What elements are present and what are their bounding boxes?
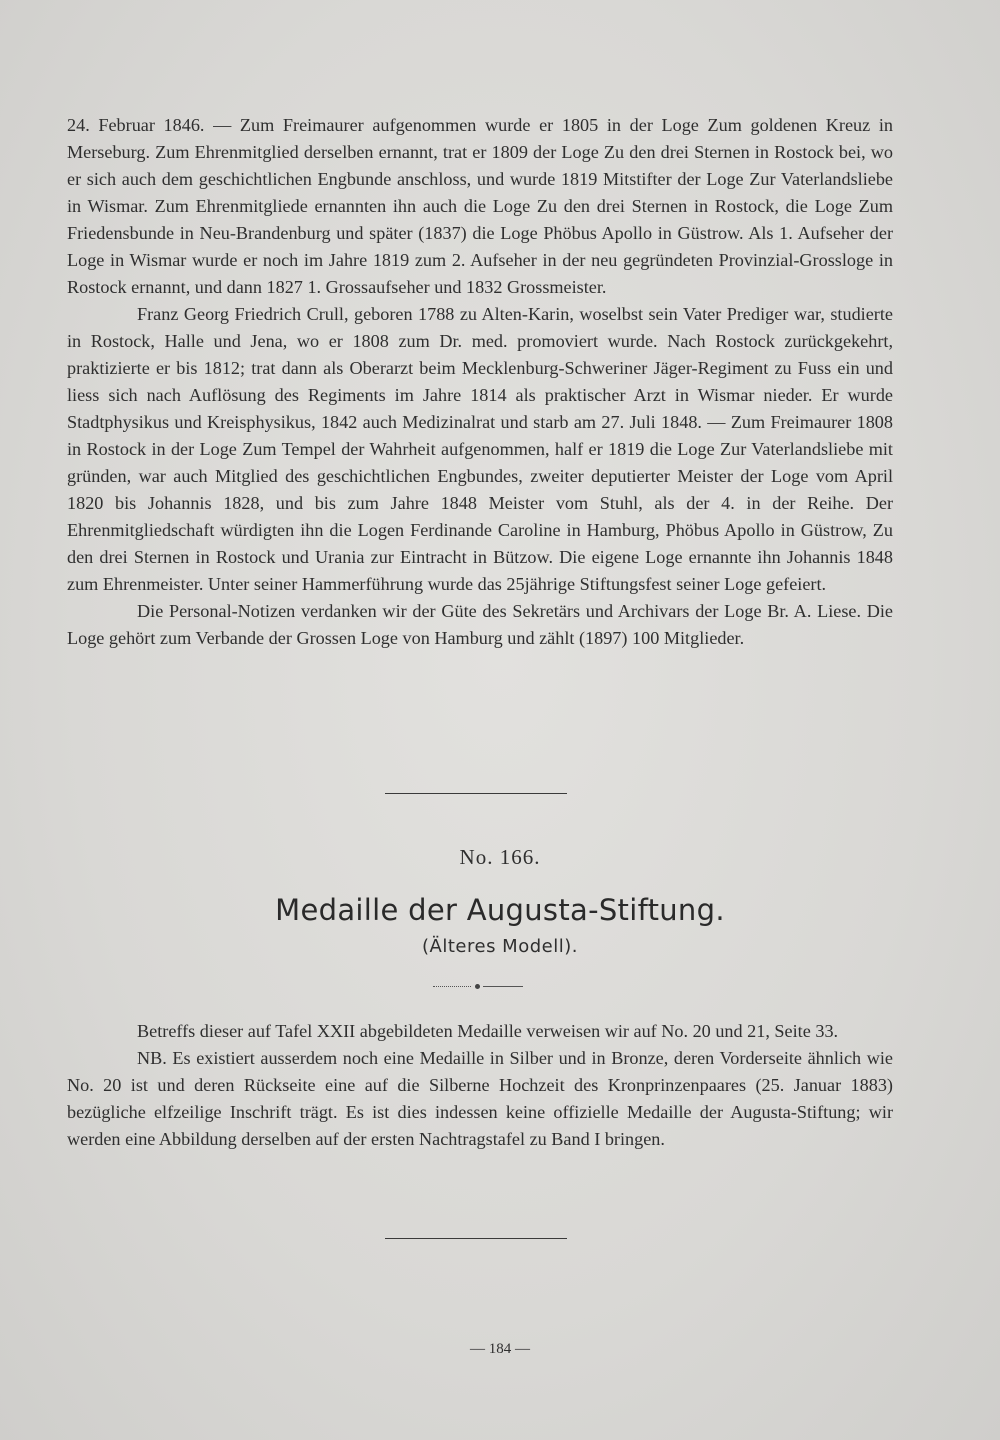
paragraph: NB. Es existiert ausserdem noch eine Medaille in Silber und in Bronze, deren Vorderseite ähnlich wie No. 20 ist und deren Rückseite eine auf die Silberne Hochzeit des Kronprinzenpaares (25. Januar 1883) bezügliche elfzeilige Inschrift trägt. Es ist dies indessen keine offizielle Medaille der Augusta-Stiftung; wir werden eine Abbildung derselben auf der ersten Nachtragstafel zu Band I bringen. bbox=[67, 1048, 893, 1149]
paragraph: Die Personal-Notizen verdanken wir der Güte des Sekretärs und Archivars der Loge Br. A. Liese. Die Loge gehört zum Verbande der Grossen Loge von Hamburg und zählt (1897) 100 Mitglieder. bbox=[67, 601, 893, 648]
closing-divider bbox=[385, 1238, 567, 1239]
ornament-line-left bbox=[433, 986, 471, 987]
body-text-top bbox=[67, 112, 893, 652]
paragraph: Betreffs dieser auf Tafel XXII abgebildeten Medaille verweisen wir auf No. 20 und 21, Seite 33. bbox=[137, 1021, 839, 1041]
paragraph: Franz Georg Friedrich Crull, geboren 1788 zu Alten-Karin, woselbst sein Vater Prediger war, studierte in Rostock, Halle und Jena, wo er 1808 zum Dr. med. promoviert wurde. Nach Rostock zurückgekehrt, praktizierte er bis 1812; trat dann als Oberarzt beim Mecklenburg-Schweriner Jäger-Regiment zu Fuss ein und liess sich nach Auflösung des Regiments im Jahre 1814 als praktischer Arzt in Wismar nieder. Er wurde Stadtphysikus und Kreisphysikus, 1842 auch Medizinalrat und starb am 27. Juli 1848. — Zum Freimaurer 1808 in Rostock in der Loge Zum Tempel der Wahrheit aufgenommen, half er 1819 die Loge Zur Vaterlandsliebe mit gründen, war auch Mitglied des geschichtlichen Engbundes, zweiter deputierter Meister der Loge vom April 1820 bis Johannis 1828, und bis zum Jahre 1848 Meister vom Stuhl, als der 4. in der Reihe. Der Ehrenmitgliedschaft würdigten ihn die Logen Ferdinande Caroline in Hamburg, Phöbus Apollo in Güstrow, Zu den drei Sternen in Rostock und Urania zur Eintracht in Bützow. Die eigene Loge ernannte ihn Johannis 1848 zum Ehrenmeister. Unter seiner Hammerführung wurde das 25jährige Stiftungsfest seiner Loge gefeiert. bbox=[67, 304, 893, 594]
section-number: No. 166. bbox=[459, 845, 541, 869]
ornament-line-right bbox=[483, 986, 523, 987]
ornament-dot bbox=[475, 984, 480, 989]
body-text-bottom bbox=[67, 1018, 893, 1153]
page-number: — 184 — bbox=[470, 1341, 530, 1357]
section-title: Medaille der Augusta-Stiftung. bbox=[275, 893, 725, 927]
section-subtitle: (Älteres Modell). bbox=[422, 936, 578, 957]
ornament-divider bbox=[433, 985, 523, 989]
paragraph: 24. Februar 1846. — Zum Freimaurer aufgenommen wurde er 1805 in der Loge Zum goldenen Kreuz in Merseburg. Zum Ehrenmitglied derselben ernannt, trat er 1809 der Loge Zu den drei Sternen in Rostock bei, wo er sich auch dem geschichtlichen Engbunde anschloss, und wurde 1819 Mitstifter der Loge Zur Vaterlandsliebe in Wismar. Zum Ehrenmitgliede ernannten ihn auch die Loge Zu den drei Sternen in Rostock, die Loge Zum Friedensbunde in Neu-Brandenburg und später (1837) die Loge Phöbus Apollo in Güstrow. Als 1. Aufseher der Loge in Wismar wurde er noch im Jahre 1819 zum 2. Aufseher in der neu gegründeten Provinzial-Grossloge in Rostock ernannt, und dann 1827 1. Grossaufseher und 1832 Grossmeister. bbox=[67, 115, 893, 297]
section-divider bbox=[385, 793, 567, 794]
